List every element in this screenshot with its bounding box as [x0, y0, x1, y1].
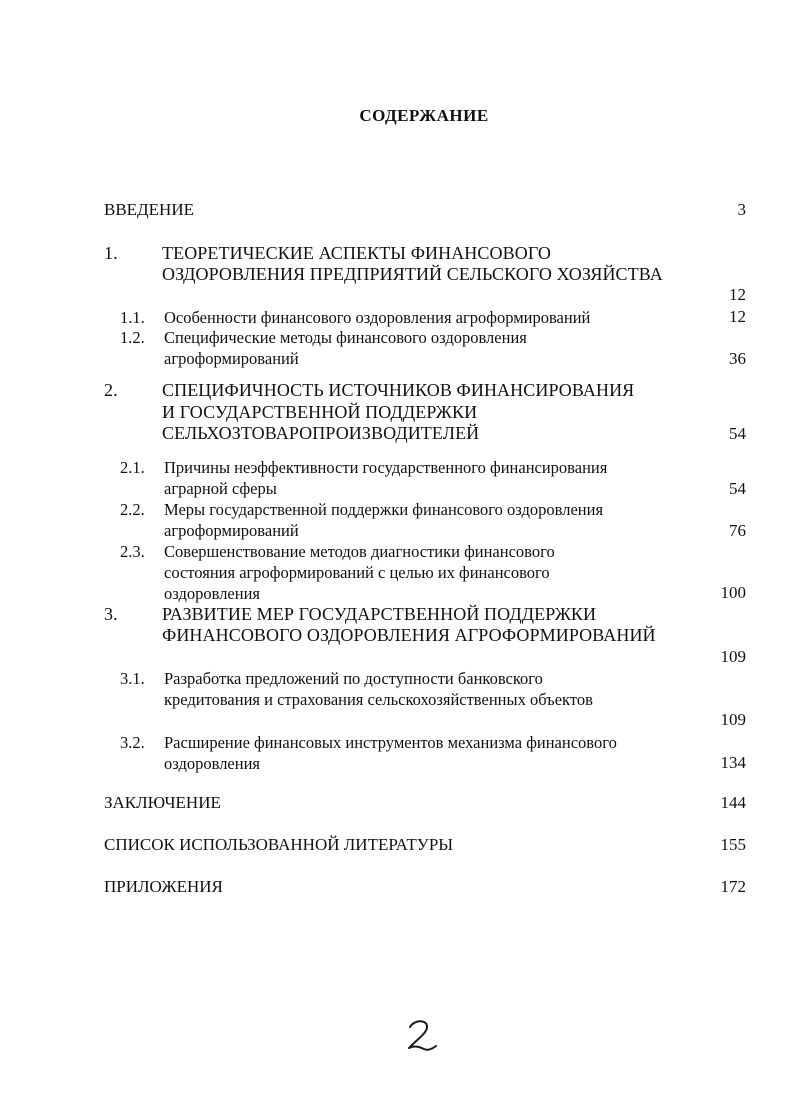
toc-number: 1. [104, 243, 118, 263]
toc-number: 3.2. [120, 733, 145, 752]
toc-label: РАЗВИТИЕ МЕР ГОСУДАРСТВЕННОЙ ПОДДЕРЖКИ [162, 604, 597, 624]
toc-page-number: 76 [729, 521, 746, 540]
toc-number: 1.2. [120, 328, 145, 347]
page-title: СОДЕРЖАНИЕ [359, 106, 489, 125]
toc-label: ТЕОРЕТИЧЕСКИЕ АСПЕКТЫ ФИНАНСОВОГО [162, 243, 551, 263]
toc-page-number: 54 [729, 424, 746, 443]
toc-number: 1.1. [120, 308, 145, 327]
toc-label: ВВЕДЕНИЕ [104, 200, 194, 219]
toc-label: ФИНАНСОВОГО ОЗДОРОВЛЕНИЯ АГРОФОРМИРОВАНИЙ [162, 625, 656, 645]
toc-label: Разработка предложений по доступности банковского [164, 669, 543, 688]
toc-label: Расширение финансовых инструментов механизма финансового [164, 733, 617, 752]
toc-label: Особенности финансового оздоровления агроформирований [164, 308, 591, 327]
toc-label: Меры государственной поддержки финансового оздоровления [164, 500, 604, 519]
toc-page-number: 134 [720, 753, 746, 772]
toc-label: Совершенствование методов диагностики финансового [164, 542, 555, 561]
toc-number: 3.1. [120, 669, 145, 688]
handwritten-page-number [404, 1018, 440, 1052]
toc-page-number: 3 [737, 200, 746, 219]
toc-label: агроформирований [164, 521, 299, 540]
toc-page-number: 155 [720, 835, 746, 854]
toc-page-number: 12 [729, 285, 746, 304]
toc-page-number: 109 [720, 647, 746, 666]
toc-label: состояния агроформирований с целью их финансового [164, 563, 550, 582]
toc-number: 2.2. [120, 500, 145, 519]
toc-label: СПЕЦИФИЧНОСТЬ ИСТОЧНИКОВ ФИНАНСИРОВАНИЯ [162, 380, 635, 400]
toc-label: Специфические методы финансового оздоровления [164, 328, 527, 347]
toc-label: СЕЛЬХОЗТОВАРОПРОИЗВОДИТЕЛЕЙ [162, 423, 480, 443]
toc-label: СПИСОК ИСПОЛЬЗОВАННОЙ ЛИТЕРАТУРЫ [104, 835, 454, 854]
toc-label: И ГОСУДАРСТВЕННОЙ ПОДДЕРЖКИ [162, 402, 478, 422]
toc-label: ЗАКЛЮЧЕНИЕ [104, 793, 221, 812]
toc-page-number: 54 [729, 479, 746, 498]
toc-label: аграрной сферы [164, 479, 277, 498]
toc-label: Причины неэффективности государственного финансирования [164, 458, 608, 477]
toc-number: 2. [104, 380, 118, 400]
toc-number: 2.3. [120, 542, 145, 561]
toc-label: ПРИЛОЖЕНИЯ [104, 877, 223, 896]
toc-page-number: 100 [720, 583, 746, 602]
toc-number: 3. [104, 604, 118, 624]
toc-page-number: 36 [729, 349, 746, 368]
toc-label: оздоровления [164, 584, 260, 603]
toc-page-number: 172 [720, 877, 746, 896]
toc-page-number: 144 [720, 793, 746, 812]
toc-label: агроформирований [164, 349, 299, 368]
toc-label: кредитования и страхования сельскохозяйственных объектов [164, 690, 593, 709]
toc-page-number: 109 [720, 710, 746, 729]
toc-page-number: 12 [729, 307, 746, 326]
toc-number: 2.1. [120, 458, 145, 477]
toc-label: ОЗДОРОВЛЕНИЯ ПРЕДПРИЯТИЙ СЕЛЬСКОГО ХОЗЯЙСТВА [162, 264, 663, 284]
toc-label: оздоровления [164, 754, 260, 773]
